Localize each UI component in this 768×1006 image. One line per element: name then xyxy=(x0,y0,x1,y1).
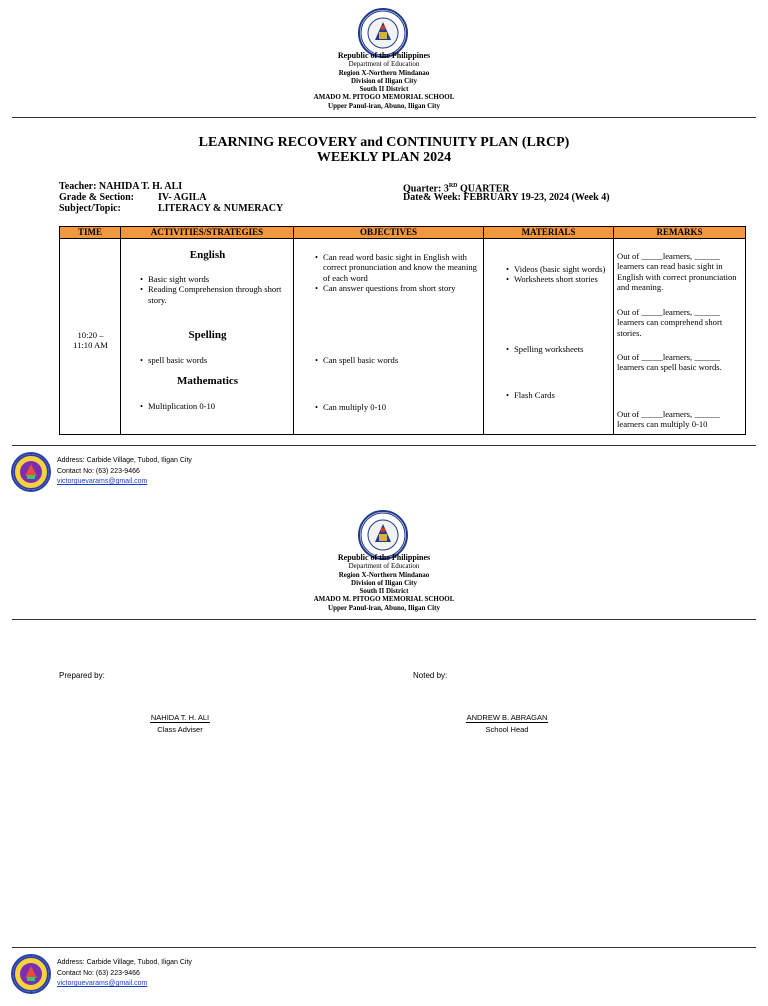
document-title xyxy=(0,135,768,165)
column-header: ACTIVITIES/STRATEGIES xyxy=(121,227,294,239)
column-header: REMARKS xyxy=(614,227,746,239)
column-header: OBJECTIVES xyxy=(294,227,484,239)
list-item: • Reading Comprehension through short story. xyxy=(139,284,282,305)
subject-value: LITERACY & NUMERACY xyxy=(158,203,284,214)
letterhead-line: Division of Iligan City xyxy=(351,76,417,85)
footer-address: Address: Carbide Village, Tubod, Iligan City xyxy=(57,959,192,966)
footer-phone: Contact No: (63) 223-9466 xyxy=(57,969,140,977)
letterhead-line: AMADO M. PITOGO MEMORIAL SCHOOL xyxy=(313,595,455,604)
prepared-role: Class Adviser xyxy=(157,725,203,734)
prepared-signature xyxy=(110,713,250,734)
list-item: • spell basic words xyxy=(139,355,208,365)
remarks-cell xyxy=(614,239,746,435)
footer-divider xyxy=(12,445,756,446)
column-header: MATERIALS xyxy=(484,227,614,239)
footer-email-link[interactable]: victorguevarams@gmail.com xyxy=(57,980,148,987)
english-heading: English xyxy=(189,249,226,261)
noted-name: ANDREW B. ABRAGAN xyxy=(466,713,548,722)
subject-label: Subject/Topic: xyxy=(59,203,121,214)
letterhead-line: Region X-Northern Mindanao xyxy=(338,570,430,579)
letterhead-line: Republic of the Philippines xyxy=(337,553,431,562)
prepared-by-label: Prepared by: xyxy=(59,671,105,680)
header-divider xyxy=(12,117,756,118)
teacher-info: Teacher: NAHIDA T. H. ALI xyxy=(59,181,183,192)
materials-cell xyxy=(484,239,614,435)
noted-role: School Head xyxy=(485,725,529,734)
activities-cell xyxy=(121,239,294,435)
time-cell xyxy=(60,239,121,435)
noted-signature xyxy=(437,713,577,734)
remark-multiplication: Out of _____learners, ______ learners can multiply 0-10 xyxy=(617,409,721,430)
list-item: • Multiplication 0-10 xyxy=(139,401,216,411)
footer-address: Address: Carbide Village, Tubod, Iligan City xyxy=(57,457,192,464)
letterhead xyxy=(0,52,768,110)
prepared-name: NAHIDA T. H. ALI xyxy=(150,713,210,722)
list-item: • Basic sight words xyxy=(139,274,210,284)
list-item: • Spelling worksheets xyxy=(505,344,584,354)
objectives-cell xyxy=(294,239,484,435)
footer-phone: Contact No: (63) 223-9466 xyxy=(57,467,140,475)
title-line-1: LEARNING RECOVERY and CONTINUITY PLAN (LRCP) xyxy=(198,135,570,150)
time-start: 10:20 – xyxy=(77,330,104,340)
footer-email-link[interactable]: victorguevarams@gmail.com xyxy=(57,478,148,485)
letterhead xyxy=(0,554,768,612)
letterhead-line: Republic of the Philippines xyxy=(337,51,431,60)
school-logo-icon xyxy=(11,954,51,994)
quarter-suffix: QUARTER xyxy=(457,183,510,195)
list-item: • Flash Cards xyxy=(505,390,555,400)
spelling-heading: Spelling xyxy=(188,329,227,341)
title-line-2: WEEKLY PLAN 2024 xyxy=(316,150,452,165)
list-item: • Can spell basic words xyxy=(314,355,399,365)
school-logo-icon xyxy=(11,452,51,492)
letterhead-line: Department of Education xyxy=(348,562,420,571)
header-divider xyxy=(12,619,756,620)
grade-section-value: IV- AGILA xyxy=(158,192,207,203)
letterhead-line: Division of Iligan City xyxy=(351,578,417,587)
letterhead-line: Upper Panul-iran, Abuno, Iligan City xyxy=(328,101,440,110)
list-item: • Can multiply 0-10 xyxy=(314,402,387,412)
remark-spelling: Out of _____learners, ______ learners can spell basic words. xyxy=(617,352,722,373)
table-row xyxy=(60,239,746,435)
letterhead-line: AMADO M. PITOGO MEMORIAL SCHOOL xyxy=(313,93,455,102)
footer-contact xyxy=(57,456,192,488)
footer-divider xyxy=(12,947,756,948)
footer-contact xyxy=(57,958,192,990)
math-heading: Mathematics xyxy=(176,375,239,387)
remark-comprehension: Out of _____learners, ______ learners can comprehend short stories. xyxy=(617,307,723,338)
letterhead-line: Region X-Northern Mindanao xyxy=(338,68,430,77)
list-item: • Worksheets short stories xyxy=(505,274,598,285)
time-end: 11:10 AM xyxy=(73,340,108,351)
list-item: • Can read word basic sight in English with correct pronunciation and know the meaning of each word xyxy=(314,252,477,283)
column-header: TIME xyxy=(60,227,121,239)
quarter-prefix: Quarter: 3 xyxy=(403,183,449,195)
list-item: • Videos (basic sight words) xyxy=(505,264,606,274)
letterhead-line: South II District xyxy=(359,587,409,596)
letterhead-line: Department of Education xyxy=(348,60,420,69)
grade-section-label: Grade & Section: xyxy=(59,192,134,203)
letterhead-line: Upper Panul-iran, Abuno, Iligan City xyxy=(328,603,440,612)
noted-by-label: Noted by: xyxy=(413,671,448,680)
date-week-info: Date& Week: FEBRUARY 19-23, 2024 (Week 4) xyxy=(403,192,610,203)
letterhead-line: South II District xyxy=(359,85,409,94)
list-item: • Can answer questions from short story xyxy=(314,283,456,294)
table-header-row xyxy=(60,227,746,239)
remark-english-reading: Out of _____learners, ______ learners can read basic sight in English with correct pronunciation and meaning. xyxy=(617,251,737,293)
quarter-superscript: RD xyxy=(448,183,458,189)
weekly-plan-table xyxy=(59,226,746,435)
